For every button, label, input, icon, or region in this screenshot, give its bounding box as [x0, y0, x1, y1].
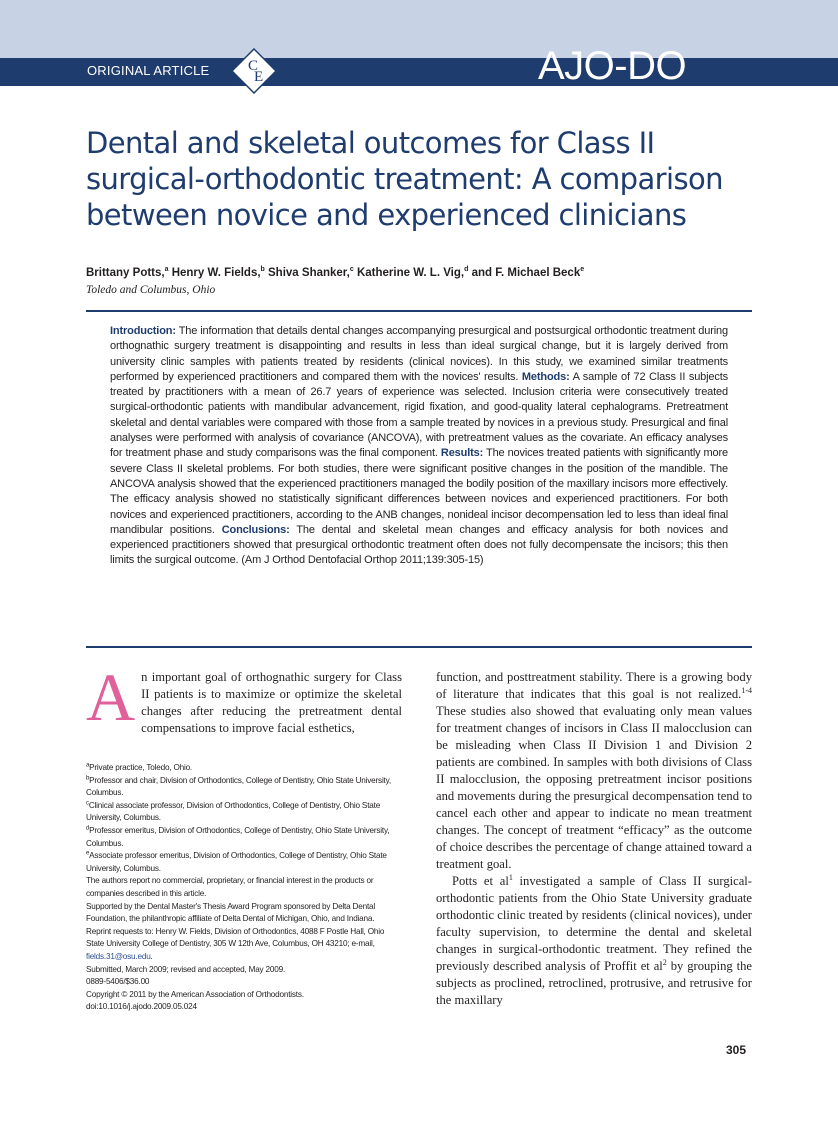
body-text: function, and posttreatment stability. There is a growing body of literature that indicates that this goal is not realized. [436, 670, 752, 701]
body-text: Potts et al [452, 874, 509, 888]
footnote-item [86, 762, 402, 775]
footnote-text: Professor emeritus, Division of Orthodontics, College of Dentistry, Ohio State University, Columbus. [86, 825, 390, 848]
footnote-mark: c [86, 800, 89, 807]
footnote-item [86, 926, 402, 964]
body-column-right [436, 669, 752, 1009]
author-affil-mark: d [464, 266, 469, 274]
reprint-email-link[interactable]: fields.31@osu.edu [86, 951, 151, 961]
journal-logo: AJO-DO [538, 44, 687, 88]
header-top-band [0, 0, 838, 58]
abstract-top-rule [86, 310, 752, 312]
author-name: Henry W. Fields, [171, 267, 261, 279]
footnote-text: Submitted, March 2009; revised and accepted, May 2009. [86, 964, 286, 974]
footnote-mark: d [86, 825, 90, 832]
drop-cap: A [86, 659, 136, 735]
abstract [110, 324, 728, 569]
author-list [86, 266, 786, 280]
body-text: investigated a sample of Class II surgical-orthodontic patients from the Ohio State University graduate orthodontic clinic treated by residents (clinical novices), under faculty supervision, to determine the dental and skeletal changes in surgical-orthodontic treatment. They refined the previously described analysis of Proffit et al [436, 874, 752, 973]
body-column-left [86, 659, 402, 737]
footnote-item [86, 775, 402, 800]
abstract-text-conclusions: The dental and skeletal mean changes and efficacy analysis for both novices and experienced practitioners showed that presurgical orthodontic treatment often does not fully decompensate the incisors; this then limits the surgical outcome. (Am J Orthod Dentofacial Orthop 2011;139:305-15) [110, 523, 728, 567]
footnote-text: Professor and chair, Division of Orthodontics, College of Dentistry, Ohio State University, Columbus. [86, 775, 391, 798]
footnote-text: Supported by the Dental Master's Thesis Award Program sponsored by Delta Dental Foundation, the philanthropic affiliate of Delta Dental of Michigan, Ohio, and Indiana. [86, 901, 376, 924]
citation-ref[interactable]: 1 [508, 872, 513, 882]
abstract-heading-introduction: Introduction: [110, 325, 176, 337]
footnote-item [86, 875, 402, 900]
citation-ref[interactable]: 1-4 [741, 685, 752, 695]
body-paragraph [86, 659, 402, 737]
citation-ref[interactable]: 2 [662, 957, 667, 967]
author-affiliation: Toledo and Columbus, Ohio [86, 284, 216, 296]
body-text: by grouping the subjects as proclined, retroclined, protrusive, and retrusive for the maxillary [436, 959, 752, 1007]
author-affil-mark: e [580, 266, 585, 274]
author-affil-mark: b [260, 266, 265, 274]
article-title: Dental and skeletal outcomes for Class II surgical-orthodontic treatment: A comparison between novice and experienced clinicians [86, 126, 723, 232]
footnote-mark: b [86, 774, 90, 781]
footnote-item [86, 850, 402, 875]
footnotes [86, 762, 402, 1014]
footnote-text: Copyright © 2011 by the American Association of Orthodontists. [86, 989, 304, 999]
footnote-item [86, 964, 402, 977]
author-name: and F. Michael Beck [471, 267, 581, 279]
abstract-heading-conclusions: Conclusions: [221, 523, 290, 536]
footnote-text: 0889-5406/$36.00 [86, 977, 150, 987]
section-label: ORIGINAL ARTICLE [87, 63, 210, 78]
ce-badge-icon [231, 48, 277, 94]
author-name: Brittany Potts, [86, 267, 165, 279]
body-text: n important goal of orthognathic surgery for Class II patients is to maximize or optimize the skeletal changes after reducing the pretreatment dental compensations to improve facial esthetics, [141, 670, 402, 735]
abstract-heading-results: Results: [440, 447, 484, 460]
abstract-heading-methods: Methods: [521, 370, 570, 383]
author-name: Shiva Shanker, [268, 267, 350, 279]
abstract-bottom-rule [86, 646, 752, 648]
abstract-text-results: The novices treated patients with significantly more severe Class II skeletal problems. For both studies, there were significant positive changes in the position of the mandible. The ANCOVA analysis showed that the experienced practitioners managed the bodily position of the maxillary incisors more effectively. The efficacy analysis showed no statistically significant differences between novices and experienced practitioners. For both novices and experienced practitioners, according to the ANB changes, nonideal incisor decompensation led to less than ideal final mandibular positions. [110, 447, 729, 536]
footnote-item [86, 825, 402, 850]
footnote-text: . [150, 951, 153, 961]
footnote-item [86, 901, 402, 926]
author-affil-mark: a [164, 266, 169, 274]
footnote-text: Clinical associate professor, Division of Orthodontics, College of Dentistry, Ohio State University, Columbus. [86, 800, 381, 823]
footnote-text: Associate professor emeritus, Division of Orthodontics, College of Dentistry, Ohio State University, Columbus. [86, 851, 387, 873]
abstract-text-introduction: The information that details dental changes accompanying presurgical and postsurgical orthodontic treatment during orthognathic surgery treatment is disappointing and results in less than ideal surgical change, but it is largely derived from university clinic samples with patients treated by residents (clinical novices). In this study, we examined similar treatments performed by experienced practitioners and compared them with the novices' results. [110, 325, 728, 383]
footnote-item [86, 976, 402, 989]
footnote-text: doi:10.1016/j.ajodo.2009.05.024 [86, 1002, 197, 1012]
ce-badge-letter-c: C [248, 58, 259, 74]
footnote-text: Reprint requests to: Henry W. Fields, Division of Orthodontics, 4088 F Postle Hall, Ohio State University College of Dentistry, 305 W 12th Ave, Columbus, OH 43210; e-mail, [86, 926, 385, 949]
footnote-item [86, 800, 402, 825]
footnote-item [86, 989, 402, 1002]
author-affil-mark: c [349, 266, 354, 274]
footnote-item [86, 1001, 402, 1014]
footnote-text: The authors report no commercial, proprietary, or financial interest in the products or companies described in this article. [86, 876, 374, 898]
body-paragraph [436, 669, 752, 873]
footnote-mark: e [86, 850, 90, 857]
body-text: These studies also showed that evaluating only mean values for treatment changes of incisors in Class II malocclusion can be misleading when Class II Division 1 and Division 2 patients are combined. In samples with both divisions of Class II malocclusion, the opposing pretreatment incisor positions and movements during the presurgical decompensation tend to cancel each other and appear to indicate no mean treatment changes. The concept of treatment “efficacy” as the outcome of choice describes the percentage of change attained toward a treatment goal. [436, 704, 752, 871]
author-name: Katherine W. L. Vig, [356, 267, 465, 279]
ce-badge-letter-e: E [254, 69, 264, 85]
abstract-text-methods: A sample of 72 Class II subjects treated by practitioners with a mean of 26.7 years of experience was selected. Inclusion criteria were consecutively treated surgical-orthodontic patients with mandibular advancement, rigid fixation, and good-quality lateral cephalograms. Pretreatment skeletal and dental variables were compared with those from a sample treated by novices in a previous study. Presurgical and final analyses were performed with analysis of covariance (ANCOVA), with pretreatment values as the covariate. An efficacy analyses for treatment phase and study comparisons was the final component. [110, 370, 728, 460]
body-paragraph [436, 873, 752, 1009]
footnote-mark: a [86, 762, 90, 769]
footnote-text: Private practice, Toledo, Ohio. [89, 763, 193, 772]
page-number: 305 [726, 1043, 747, 1057]
